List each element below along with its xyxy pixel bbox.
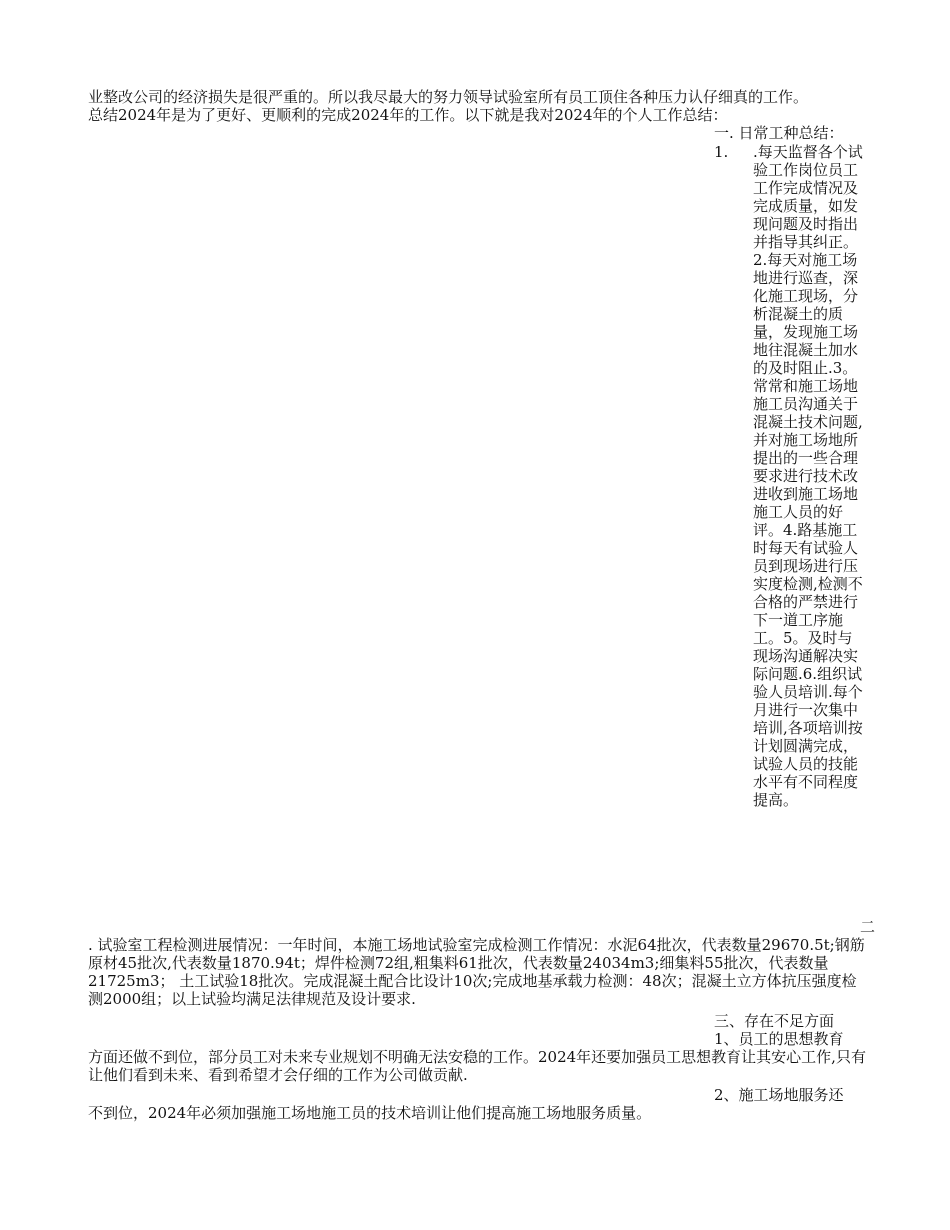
daily-work-summary-text: .每天监督各个试验工作岗位员工工作完成情况及完成质量，如发现问题及时指出并指导其纠正。2.每天对施工场地进行巡查，深化施工现场，分析混凝土的质量，发现施工场地往混凝土加水的及时阻止.3。常常和施工场地施工员沟通关于混凝土技术问题,并对施工场地所提出的一些合理要求进行技术改进收到施工场地施工人员的好评。4.路基施工时每天有试验人员到现场进行压实度检测,检测不合格的严禁进行下一道工序施工。5。及时与现场沟通解决实际问题.6.组织试验人员培训.每个月进行一次集中培训,各项培训按计划圆满完成，试验人员的技能水平有不同程度提高。 (753, 143, 863, 809)
intro-paragraph-line-2: 总结2024年是为了更好、更顺利的完成2024年的工作。以下就是我对2024年的个人工作总结： (88, 106, 728, 124)
section-number-two: 二 (860, 918, 876, 936)
shortcoming-1-paragraph: 方面还做不到位，部分员工对未来专业规划不明确无法安稳的工作。2024年还要加强员工思想教育让其安心工作,只有让他们看到未来、看到希望才会仔细的工作为公司做贡献. (88, 1048, 866, 1084)
list-item-number: 1. (714, 143, 729, 161)
testing-progress-paragraph: . 试验室工程检测进展情况：一年时间，本施工场地试验室完成检测工作情况：水泥64批次，代表数量29670.5t;钢筋原材45批次,代表数量1870.94t；焊件检测72组,粗集料61批次，代表数量24034m3;细集料55批次，代表数量21725m3； 土工试验18批次。完成混凝土配合比设计10次;完成地基承载力检测：48次；混凝土立方体抗压强度检测2000组；以上试验均满足法律规范及设计要求. (88, 936, 865, 1008)
shortcoming-1-title: 1、员工的思想教育 (714, 1030, 844, 1048)
section-heading-daily-work: 一. 日常工种总结： (714, 124, 844, 142)
section-heading-shortcomings: 三、存在不足方面 (714, 1012, 835, 1030)
intro-paragraph-line-1: 业整改公司的经济损失是很严重的。所以我尽最大的努力领导试验室所有员工顶住各种压力认仔细真的工作。 (88, 88, 809, 106)
shortcoming-2-title: 2、施工场地服务还 (714, 1086, 844, 1104)
shortcoming-2-paragraph: 不到位，2024年必须加强施工场地施工员的技术培训让他们提高施工场地服务质量。 (88, 1104, 652, 1122)
